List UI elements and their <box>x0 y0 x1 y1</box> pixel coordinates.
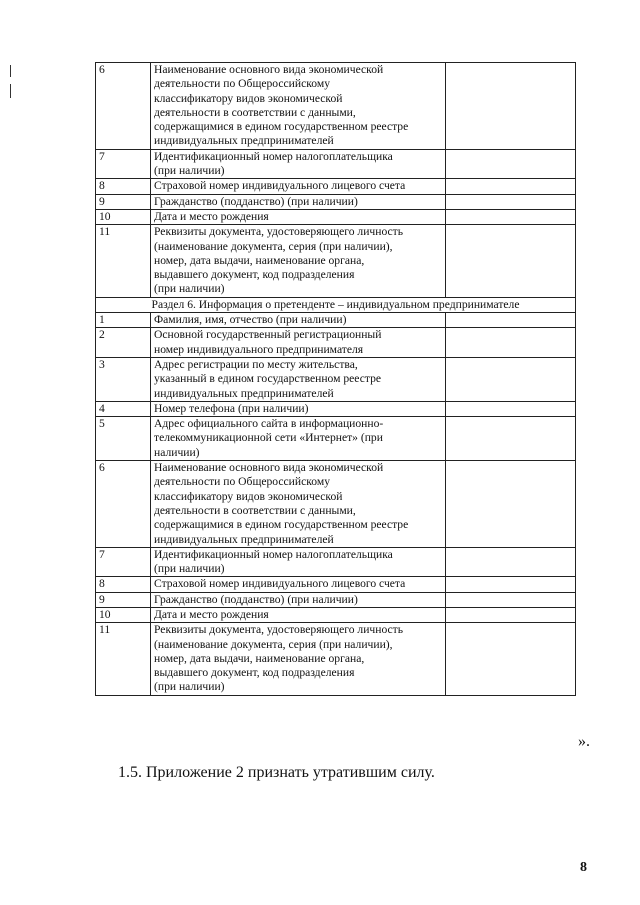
table-row <box>96 209 576 224</box>
row-description: Страховой номер индивидуального лицевого счета <box>151 179 446 194</box>
row-number: 5 <box>96 417 151 461</box>
row-value-cell <box>446 592 576 607</box>
row-description: Страховой номер индивидуального лицевого счета <box>151 577 446 592</box>
row-value-cell <box>446 194 576 209</box>
section-header-row <box>96 297 576 312</box>
body-paragraph: 1.5. Приложение 2 признать утратившим силу. <box>118 764 435 781</box>
row-value-cell <box>446 577 576 592</box>
row-number: 11 <box>96 623 151 695</box>
row-description: Адрес официального сайта в информационно- телекоммуникационной сети «Интернет» (при наличии) <box>151 417 446 461</box>
row-value-cell <box>446 623 576 695</box>
table-row <box>96 577 576 592</box>
row-number: 3 <box>96 357 151 401</box>
table-row <box>96 623 576 695</box>
row-value-cell <box>446 179 576 194</box>
table-row <box>96 547 576 577</box>
row-value-cell <box>446 607 576 622</box>
row-description: Номер телефона (при наличии) <box>151 401 446 416</box>
section-title: Раздел 6. Информация о претенденте – индивидуальном предпринимателе <box>96 297 576 312</box>
closing-quote: ». <box>578 733 590 750</box>
row-value-cell <box>446 417 576 461</box>
table-row <box>96 592 576 607</box>
row-number: 10 <box>96 607 151 622</box>
row-value-cell <box>446 209 576 224</box>
row-description: Гражданство (подданство) (при наличии) <box>151 592 446 607</box>
row-value-cell <box>446 461 576 548</box>
row-description: Реквизиты документа, удостоверяющего личность (наименование документа, серия (при наличии), номер, дата выдачи, наименование органа, выдавшего документ, код подразделения (при наличии) <box>151 623 446 695</box>
row-number: 8 <box>96 179 151 194</box>
row-value-cell <box>446 149 576 179</box>
row-description: Наименование основного вида экономической деятельности по Общероссийскому классификатору видов экономической деятельности в соответствии с данными, содержащимися в едином государственном реестре индивидуальных предпринимателей <box>151 461 446 548</box>
row-value-cell <box>446 328 576 358</box>
table-row <box>96 417 576 461</box>
row-number: 2 <box>96 328 151 358</box>
table-row <box>96 225 576 297</box>
binding-mark <box>10 84 11 98</box>
row-description: Основной государственный регистрационный номер индивидуального предпринимателя <box>151 328 446 358</box>
row-description: Адрес регистрации по месту жительства, указанный в едином государственном реестре индивидуальных предпринимателей <box>151 357 446 401</box>
table-row <box>96 179 576 194</box>
row-number: 1 <box>96 313 151 328</box>
row-number: 7 <box>96 547 151 577</box>
row-number: 7 <box>96 149 151 179</box>
table-row <box>96 357 576 401</box>
row-description: Наименование основного вида экономической деятельности по Общероссийскому классификатору видов экономической деятельности в соответствии с данными, содержащимися в едином государственном реестре индивидуальных предпринимателей <box>151 63 446 150</box>
table-row <box>96 63 576 150</box>
table-row <box>96 194 576 209</box>
table-row <box>96 328 576 358</box>
row-number: 9 <box>96 592 151 607</box>
row-number: 11 <box>96 225 151 297</box>
row-value-cell <box>446 547 576 577</box>
row-number: 6 <box>96 461 151 548</box>
row-value-cell <box>446 63 576 150</box>
row-value-cell <box>446 357 576 401</box>
row-number: 8 <box>96 577 151 592</box>
row-value-cell <box>446 401 576 416</box>
page-number: 8 <box>580 860 587 875</box>
table-row <box>96 461 576 548</box>
row-description: Фамилия, имя, отчество (при наличии) <box>151 313 446 328</box>
row-number: 9 <box>96 194 151 209</box>
table-row <box>96 149 576 179</box>
row-description: Идентификационный номер налогоплательщика (при наличии) <box>151 547 446 577</box>
row-number: 6 <box>96 63 151 150</box>
table-row <box>96 313 576 328</box>
row-description: Реквизиты документа, удостоверяющего личность (наименование документа, серия (при наличии), номер, дата выдачи, наименование органа, выдавшего документ, код подразделения (при наличии) <box>151 225 446 297</box>
row-value-cell <box>446 225 576 297</box>
row-description: Дата и место рождения <box>151 607 446 622</box>
row-description: Идентификационный номер налогоплательщика (при наличии) <box>151 149 446 179</box>
row-number: 10 <box>96 209 151 224</box>
row-description: Дата и место рождения <box>151 209 446 224</box>
table-row <box>96 607 576 622</box>
table-row <box>96 401 576 416</box>
form-table <box>95 62 576 696</box>
row-description: Гражданство (подданство) (при наличии) <box>151 194 446 209</box>
row-value-cell <box>446 313 576 328</box>
row-number: 4 <box>96 401 151 416</box>
binding-mark <box>10 65 11 77</box>
